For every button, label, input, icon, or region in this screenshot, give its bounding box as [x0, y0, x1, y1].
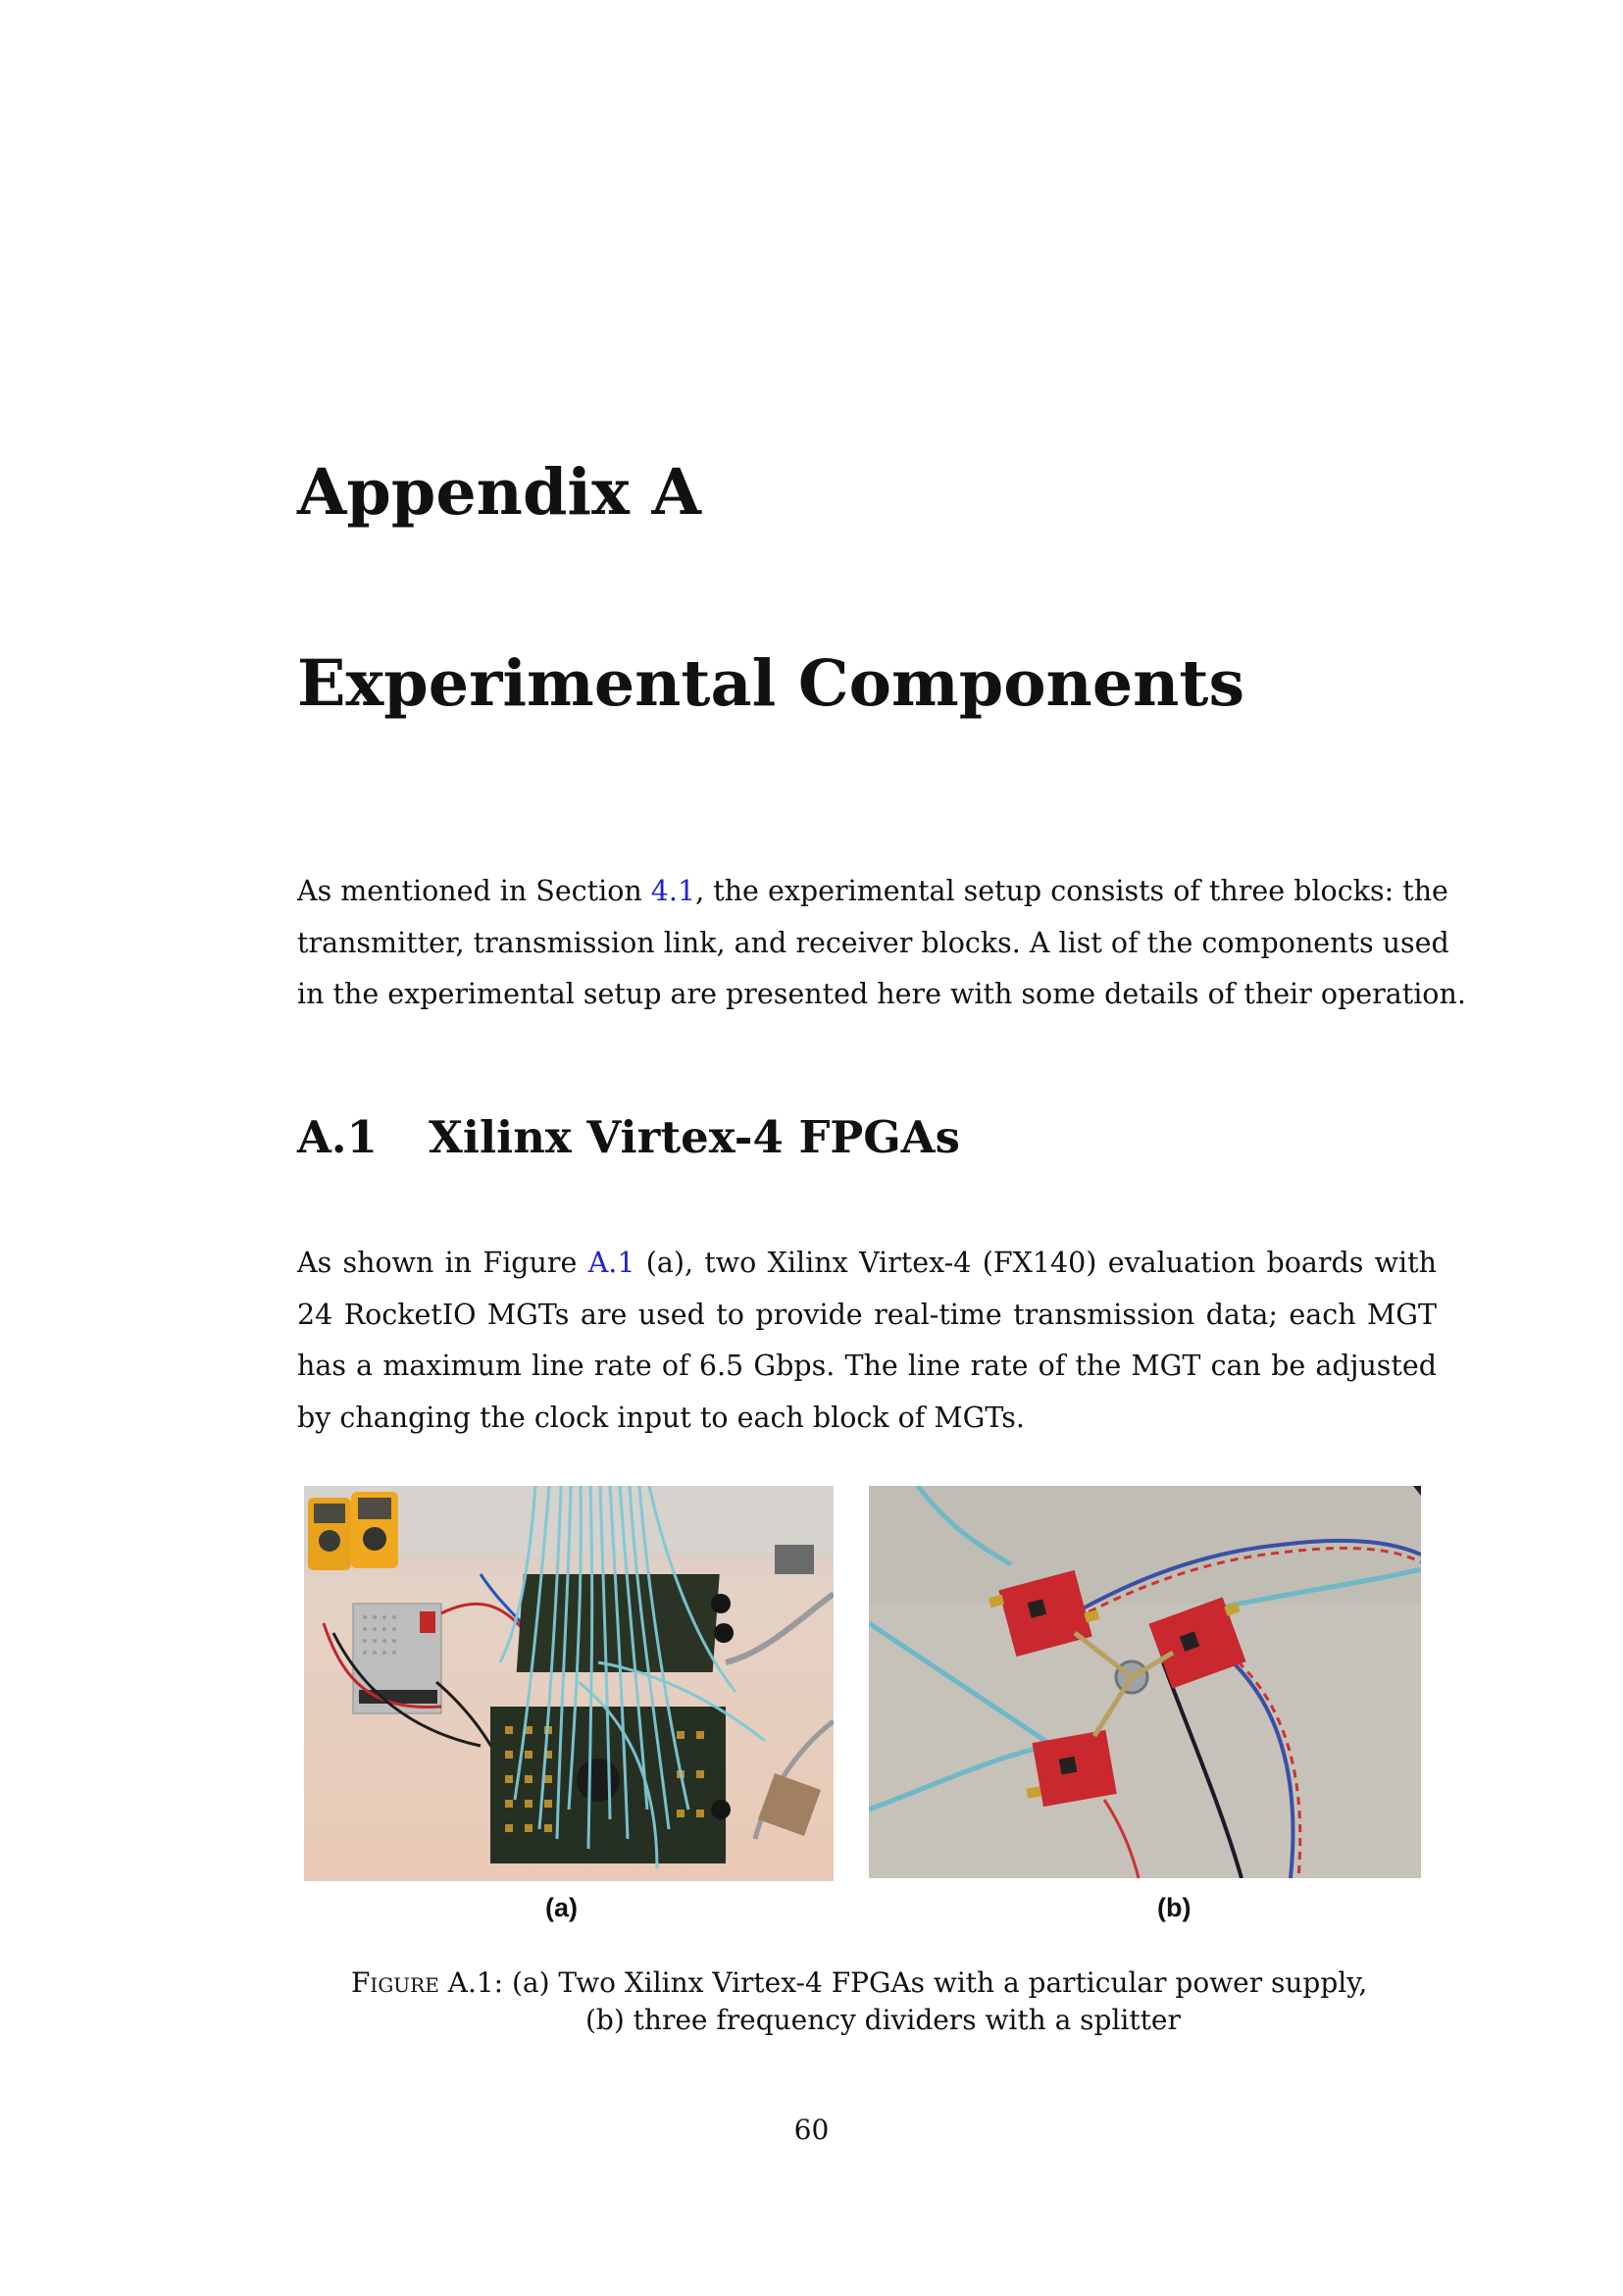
caption-text-1: (a) Two Xilinx Virtex-4 FPGAs with a particular power supply, [503, 1966, 1368, 1999]
section-number: A.1 [297, 1111, 378, 1163]
photo-frequency-dividers [869, 1486, 1421, 1878]
body-line-3: has a maximum line rate of 6.5 Gbps. The line rate of the MGT can be adjusted [297, 1350, 1437, 1382]
section-heading [297, 1111, 960, 1163]
caption-line-2: (b) three frequency dividers with a splitter [585, 2004, 1181, 2036]
intro-line-1 [297, 866, 1448, 918]
figure-reference-link[interactable]: A.1 [587, 1247, 635, 1279]
caption-line-1 [351, 1964, 1391, 2002]
body-line-1 [297, 1238, 1437, 1290]
body-line-4: by changing the clock input to each block of MGTs. [297, 1401, 1025, 1434]
page-number: 60 [793, 2114, 830, 2146]
chapter-title: Experimental Components [297, 646, 1245, 721]
photo-fpga-boards [304, 1486, 834, 1881]
body-text: As shown in Figure [297, 1247, 588, 1279]
intro-paragraph [297, 866, 1466, 1021]
intro-line-2: transmitter, transmission link, and receiver blocks. A list of the components used [297, 926, 1449, 959]
caption-prefix: Figure A.1: [351, 1966, 504, 1999]
figure-caption [351, 1964, 1391, 2039]
intro-line-3: in the experimental setup are presented here with some details of their operation. [297, 978, 1466, 1010]
intro-text: As mentioned in Section [297, 875, 651, 907]
photo-fpga-boards-illustration [304, 1486, 834, 1881]
chapter-label: Appendix A [297, 455, 701, 530]
body-line-2: 24 RocketIO MGTs are used to provide real-time transmission data; each MGT [297, 1298, 1437, 1331]
intro-text: , the experimental setup consists of three blocks: the [695, 875, 1448, 907]
body-paragraph [297, 1238, 1437, 1444]
section-reference-link[interactable]: 4.1 [650, 875, 696, 907]
body-text: (a), two Xilinx Virtex-4 (FX140) evaluation boards with [634, 1247, 1437, 1279]
section-title: Xilinx Virtex-4 FPGAs [429, 1111, 960, 1163]
photo-frequency-dividers-illustration [869, 1486, 1421, 1878]
figure-sublabel-b: (b) [1157, 1893, 1192, 1922]
figure-sublabel-a: (a) [545, 1893, 578, 1922]
